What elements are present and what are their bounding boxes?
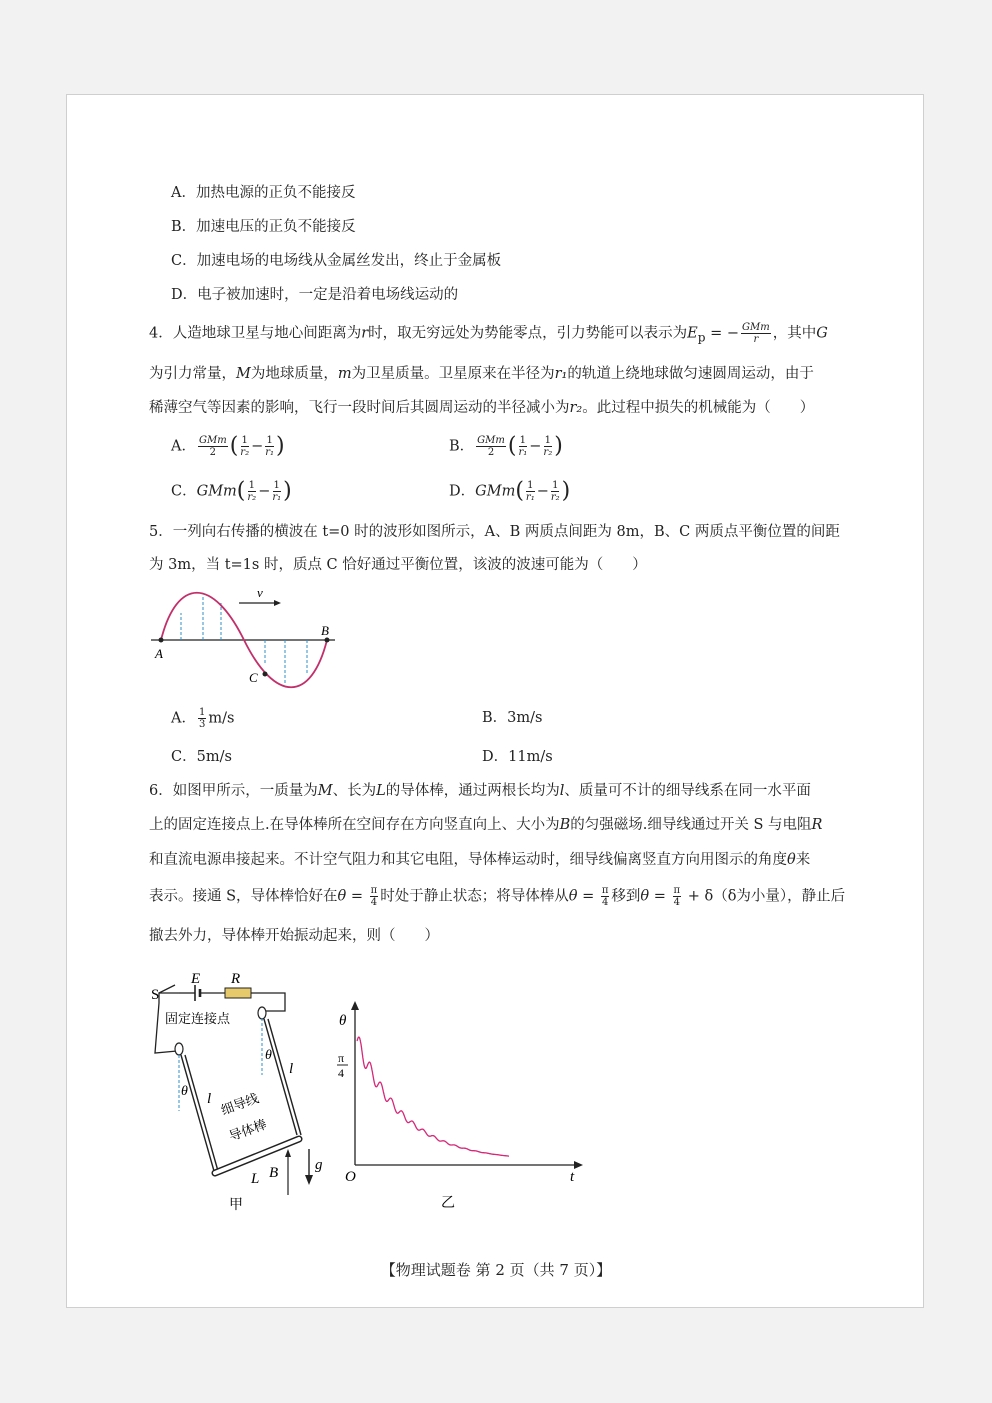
q6-line-2: 上的固定连接点上.在导体棒所在空间存在方向竖直向上、大小为B的匀强磁场.细导线通过开关 S 与电阻R	[149, 817, 823, 833]
battery-label: E	[191, 971, 201, 987]
exam-page	[66, 94, 924, 1308]
q5-line-1: 5．一列向右传播的横波在 t=0 时的波形如图所示，A、B 两质点间距为 8m，B、C 两质点平衡位置的间距	[149, 524, 840, 540]
q5-option-a: A． $\frac{1}{3}$ m/s	[171, 707, 235, 730]
switch-label: S	[151, 987, 160, 1003]
figure-caption-yi: 乙	[441, 1195, 455, 1211]
point-a-dot	[159, 638, 164, 643]
resistor-label: R	[231, 971, 241, 987]
x-axis-label: t	[570, 1169, 575, 1185]
q3-option-c: C．加速电场的电场线从金属丝发出，终止于金属板	[171, 253, 502, 269]
y-axis-label: θ	[339, 1013, 347, 1029]
q5-option-b: B．3m/s	[482, 710, 543, 726]
fixed-point-left	[175, 1043, 183, 1055]
q6-line-5: 撤去外力，导体棒开始振动起来，则（ ）	[149, 928, 439, 944]
q4-ep-fraction: $\frac{\text{GMm}}{r}$	[742, 322, 770, 345]
wire-label: 细导线	[219, 1091, 262, 1119]
field-b-label: B	[269, 1165, 279, 1181]
gravity-label: g	[315, 1157, 323, 1173]
q5-option-d: D．11m/s	[482, 749, 553, 765]
fixed-point-label: 固定连接点	[165, 1012, 231, 1027]
q3-option-b: B．加速电压的正负不能接反	[171, 219, 356, 235]
label-b: B	[321, 623, 329, 638]
q5-option-c: C．5m/s	[171, 749, 232, 765]
q4-option-a: A． $\frac{\text{GMm}}{2}$ ( $\frac{1}{\text{r₂}}$ − $\frac{1}{\text{r₁}}$ )	[171, 433, 285, 459]
velocity-label: v	[257, 585, 263, 600]
q4-line-3: 稀薄空气等因素的影响，飞行一段时间后其圆周运动的半径减小为r₂。此过程中损失的机械能为（ ）	[149, 400, 815, 416]
origin-label: O	[345, 1169, 356, 1185]
length-l-right: l	[289, 1061, 294, 1077]
q3-option-d: D．电子被加速时，一定是沿着电场线运动的	[171, 287, 459, 303]
circuit-figure-jia	[147, 963, 337, 1213]
page-footer: 【物理试题卷 第 2 页（共 7 页）】	[380, 1261, 612, 1279]
q6-line-1: 6．如图甲所示，一质量为M、长为L的导体棒，通过两根长均为l、质量可不计的细导线系在同一水平面	[149, 783, 811, 799]
q4-option-c: C．GMm( $\frac{1}{\text{r₂}}$ − $\frac{1}{\text{r₁}}$ )	[171, 478, 292, 504]
point-c-dot	[263, 672, 268, 677]
q4-line-1: 4．人造地球卫星与地心间距离为r时，取无穷远处为势能零点，引力势能可以表示为$E_p$ = − $\frac{\text{GMm}}{r}$ ，其中G	[149, 322, 828, 345]
figure-caption-jia: 甲	[229, 1197, 243, 1213]
q5-line-2: 为 3m，当 t=1s 时，质点 C 恰好通过平衡位置，该波的波速可能为（ ）	[149, 557, 647, 573]
q6-line-3: 和直流电源串接起来。不计空气阻力和其它电阻，导体棒运动时，细导线偏离竖直方向用图示的角度θ来	[149, 852, 811, 868]
q6-line-4: 表示。接通 S，导体棒恰好在θ = $\frac{\pi}{4}$ 时处于静止状态；将导体棒从θ = $\frac{\pi}{4}$ 移到θ = $\frac{\pi}{4}$ + δ（δ为小量），静止后	[149, 885, 846, 908]
wave-figure	[147, 583, 347, 693]
rod-length-label: L	[251, 1171, 260, 1187]
fixed-point-right	[258, 1007, 266, 1019]
damped-oscillation-curve	[357, 1037, 509, 1156]
q4-line-2: 为引力常量，M为地球质量，m为卫星质量。卫星原来在半径为r₁的轨道上绕地球做匀速圆周运动，由于	[149, 366, 814, 382]
theta-left-label: θ	[181, 1084, 188, 1099]
point-b-dot	[325, 638, 330, 643]
length-l-left: l	[207, 1091, 212, 1107]
q3-option-a: A．加热电源的正负不能接反	[171, 185, 356, 201]
pi-label: π	[338, 1051, 345, 1065]
angle-time-graph-yi	[333, 995, 593, 1215]
label-c: C	[249, 670, 258, 685]
theta-right-label: θ	[265, 1048, 272, 1063]
label-a: A	[155, 646, 163, 661]
q4-option-d: D．GMm( $\frac{1}{\text{r₁}}$ − $\frac{1}{\text{r₂}}$ )	[449, 478, 571, 504]
q4-option-b: B． $\frac{\text{GMm}}{2}$ ( $\frac{1}{\text{r₁}}$ − $\frac{1}{\text{r₂}}$ )	[449, 433, 563, 459]
rod-label: 导体棒	[227, 1117, 270, 1145]
four-label: 4	[338, 1066, 344, 1080]
